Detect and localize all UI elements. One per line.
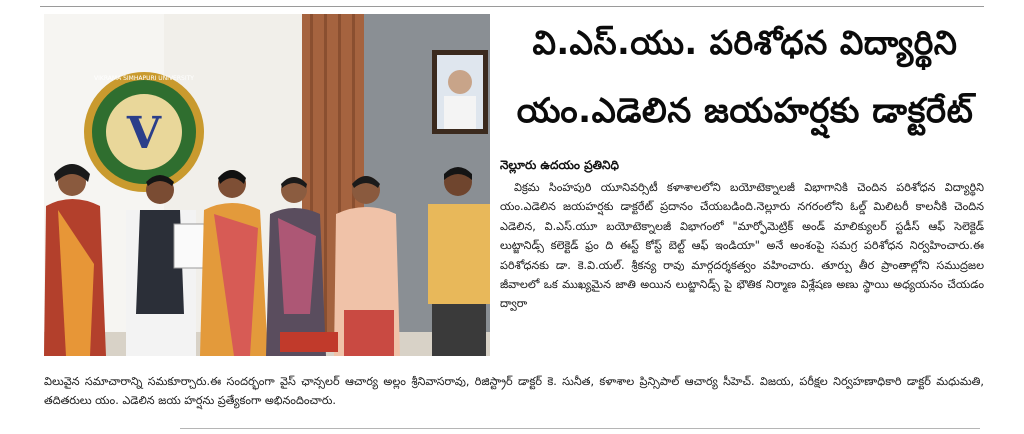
dateline: నెల్లూరు ఉదయం ప్రతినిధి: [500, 158, 619, 172]
bottom-rule: [180, 428, 980, 429]
article-paragraph: విక్రమ సింహపురి యూనివర్సిటీ కళాశాలలోని బయోటెక్నాలజీ విభాగానికి చెందిన పరిశోధన విద్యార్థిని యం.ఎడెలిన జయహర్షకు డాక్టరేట్ ప్రదానం చేయబడింది.నెల్లూరు నగరంలోని ఓల్డ్ మిలిటరీ కాలనీకి చెందిన ఎడెలిన, వి.ఎస్.యూ బయోటెక్నాలజీ విభాగంలో "మార్ఫోమెట్రిక్ అండ్ మాలిక్యులర్ స్టడీస్ ఆఫ్ సెలెక్టెడ్ లుట్జానిడ్స్ కలెక్టెడ్ ఫ్రం ది ఈస్ట్ కోస్ట్ బెల్ట్ ఆఫ్ ఇండియా" అనే అంశంపై సమగ్ర పరిశోధన నిర్వహించారు.ఈ పరిశోధనకు డా. కె.వి.యల్. శ్రీకన్య రావు మార్గదర్శకత్వం వహించారు. తూర్పు తీర ప్రాంతాల్లోని సముద్రజల జీవాలలో ఒక ముఖ్యమైన జాతి అయిన లుట్జానిడ్స్ పై భౌతిక నిర్మాణ విశ్లేషణ అణు స్థాయి అధ్యయనం చేయడం ద్వారా: [500, 181, 984, 311]
news-photo: [44, 14, 490, 356]
gift-box: [280, 332, 338, 352]
headline-line-1: వి.ఎస్.యు. పరిశోధన విద్యార్థిని: [532, 23, 958, 62]
logo-letter: V: [126, 108, 162, 159]
certificate: [174, 224, 204, 268]
article-column: [500, 178, 984, 314]
university-logo: [84, 72, 204, 192]
group-photo-illustration: [44, 14, 490, 356]
article-continuation: [44, 372, 984, 411]
article-paragraph-continued: విలువైన సమాచారాన్ని సమకూర్చారు.ఈ సందర్భంగా వైస్ ఛాన్సలర్ ఆచార్య అల్లం శ్రీనివాసరావు, రిజిస్ట్రార్ డాక్టర్ కె. సునీత, కళాశాల ప్రిన్సిపాల్ ఆచార్య సీహెచ్. విజయ, పరీక్షల నిర్వహణాధికారి డాక్టర్ మధుమతి, తదితరులు యం. ఎడెలిన జయ హర్షను ప్రత్యేకంగా అభినందించారు.: [44, 375, 984, 408]
logo-caption: VIKRAMA SIMHAPURI UNIVERSITY: [94, 75, 194, 82]
top-rule: [40, 6, 984, 7]
headline-line-2: యం.ఎడెలిన జయహర్షకు డాక్టరేట్: [516, 91, 974, 131]
